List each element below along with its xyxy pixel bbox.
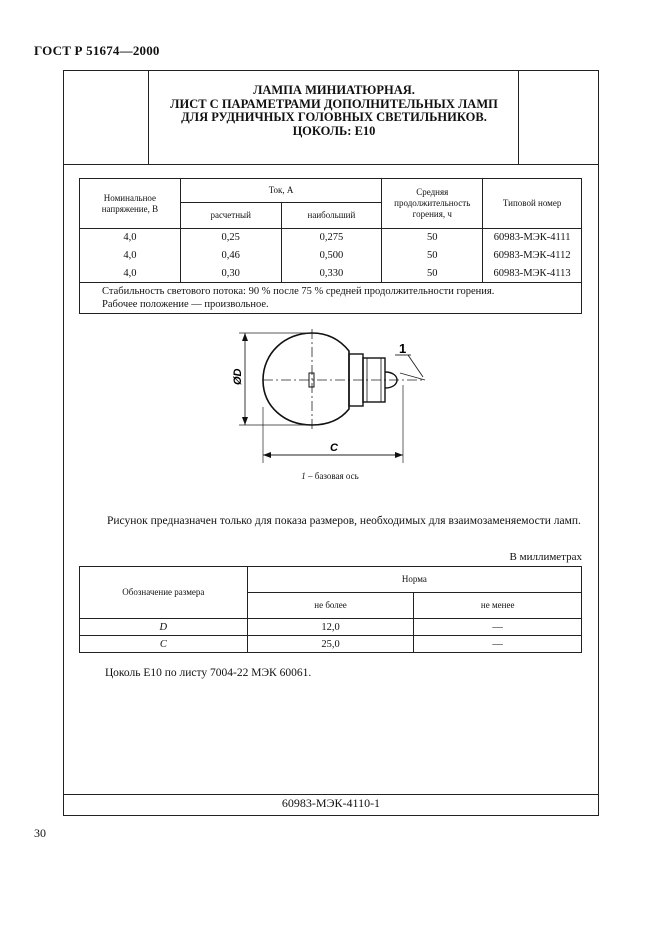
header-min: не менее <box>414 593 582 619</box>
table-row <box>80 229 582 247</box>
table-row <box>80 265 582 283</box>
params-table <box>79 178 582 314</box>
cell-voltage: 4,0 <box>80 247 181 265</box>
table-row <box>80 247 582 265</box>
cell-dim-min: — <box>414 619 582 636</box>
dim-d-label: ØD <box>232 368 244 385</box>
header-designation: Обозначение размера <box>80 567 248 619</box>
cell-dim-name: C <box>80 636 248 653</box>
header-current-rated: расчетный <box>180 203 281 229</box>
note-position: Рабочее положение — произвольное. <box>102 299 269 310</box>
caption-text: – базовая ось <box>305 471 359 481</box>
cell-dim-max: 12,0 <box>247 619 414 636</box>
header-bottom-line <box>64 164 598 165</box>
cell-voltage: 4,0 <box>80 229 181 247</box>
footer-top-line <box>64 794 598 795</box>
cell-rated: 0,25 <box>180 229 281 247</box>
cell-type: 60983-МЭК-4111 <box>483 229 582 247</box>
cell-max: 0,330 <box>281 265 382 283</box>
cell-life: 50 <box>382 247 483 265</box>
dim-c-label: C <box>330 442 338 454</box>
sheet-title <box>149 84 519 138</box>
standard-number: ГОСТ Р 51674—2000 <box>34 43 160 58</box>
title-line: ЛАМПА МИНИАТЮРНАЯ. <box>253 83 415 97</box>
base-reference-text: Цоколь E10 по листу 7004-22 МЭК 60061. <box>105 667 312 679</box>
cell-life: 50 <box>382 229 483 247</box>
page-number: 30 <box>34 826 46 840</box>
lamp-bulb <box>263 333 349 425</box>
cell-max: 0,275 <box>281 229 382 247</box>
lamp-drawing <box>225 325 445 470</box>
header-current: Ток, А <box>180 179 381 203</box>
sheet-number: 60983-МЭК-4110-1 <box>281 796 381 810</box>
header-norm: Норма <box>247 567 581 593</box>
header-voltage: Номинальное напряжение, В <box>80 179 181 229</box>
cell-rated: 0,46 <box>180 247 281 265</box>
title-line: ЦОКОЛЬ: Е10 <box>292 123 376 138</box>
cell-max: 0,500 <box>281 247 382 265</box>
header-life: Средняя продолжительность горения, ч <box>382 179 483 229</box>
cell-voltage: 4,0 <box>80 265 181 283</box>
header-type: Типовой номер <box>483 179 582 229</box>
figure-caption <box>180 471 480 481</box>
title-line: ЛИСТ С ПАРАМЕТРАМИ ДОПОЛНИТЕЛЬНЫХ ЛАМП <box>170 96 498 111</box>
cell-dim-max: 25,0 <box>247 636 414 653</box>
figure-note-paragraph: Рисунок предназначен только для показа размеров, необходимых для взаимозаменяемости ламп. <box>107 515 581 527</box>
cell-rated: 0,30 <box>180 265 281 283</box>
leader-line-1 <box>408 355 423 377</box>
cell-type: 60983-МЭК-4113 <box>483 265 582 283</box>
leader-label-1: 1 <box>399 341 407 356</box>
table-notes <box>80 283 582 314</box>
units-label: В миллиметрах <box>509 551 582 563</box>
dimensions-table <box>79 566 582 653</box>
title-line: ДЛЯ РУДНИЧНЫХ ГОЛОВНЫХ СВЕТИЛЬНИКОВ. <box>181 110 487 124</box>
cell-type: 60983-МЭК-4112 <box>483 247 582 265</box>
cell-dim-min: — <box>414 636 582 653</box>
header-current-max: наибольший <box>281 203 382 229</box>
table-row <box>80 619 582 636</box>
cell-life: 50 <box>382 265 483 283</box>
table-row <box>80 636 582 653</box>
header-max: не более <box>247 593 414 619</box>
note-stability: Стабильность светового потока: 90 % после 75 % средней продолжительности горения. <box>102 286 495 297</box>
caption-number: 1 <box>301 471 306 481</box>
cell-dim-name: D <box>80 619 248 636</box>
